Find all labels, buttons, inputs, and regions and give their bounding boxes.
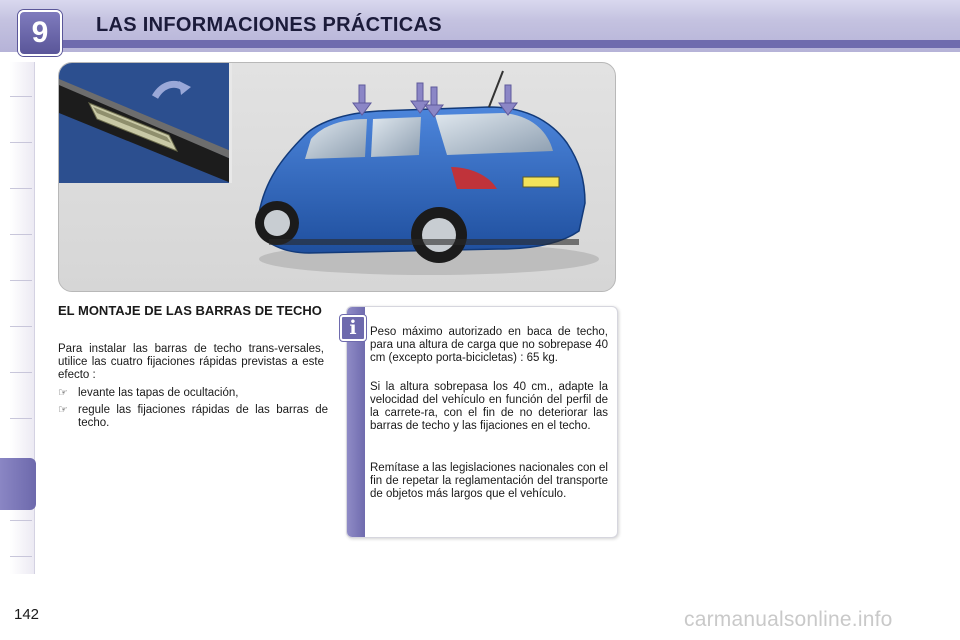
watermark: carmanualsonline.info (684, 608, 893, 631)
active-chapter-tab[interactable] (0, 458, 36, 510)
tab-divider (10, 142, 32, 143)
header-stripe (54, 40, 960, 48)
tab-divider (10, 372, 32, 373)
tab-divider (10, 188, 32, 189)
tab-divider (10, 556, 32, 557)
info-icon: i (340, 315, 366, 341)
tab-divider (10, 280, 32, 281)
tab-divider (10, 520, 32, 521)
info-box-accent-bar (347, 307, 365, 537)
car-roof-bars-drawing (59, 63, 615, 291)
pointing-hand-icon: ☞ (58, 387, 68, 399)
tab-divider (10, 234, 32, 235)
pointing-hand-icon: ☞ (58, 404, 68, 416)
list-item (58, 404, 328, 430)
tab-divider (10, 326, 32, 327)
page-number: 142 (14, 606, 40, 623)
tab-divider (10, 418, 32, 419)
section-title: EL MONTAJE DE LAS BARRAS DE TECHO (58, 303, 322, 318)
fixing-point-arrow (411, 83, 429, 113)
roof-bars-illustration (58, 62, 616, 292)
section-intro: Para instalar las barras de techo trans-versales, utilice las cuatro fijaciones rápidas previstas a este efecto : (58, 343, 324, 381)
tab-divider (10, 96, 32, 97)
list-item-text: levante las tapas de ocultación, (78, 387, 239, 399)
info-paragraph: Peso máximo autorizado en baca de techo, para una altura de carga que no sobrepase 40 cm (excepto porta-bicicletas) : 65 kg. (370, 326, 608, 364)
list-item (58, 387, 328, 400)
chapter-title: LAS INFORMACIONES PRÁCTICAS (96, 14, 442, 36)
fixing-point-arrow (353, 85, 371, 115)
roof-fixing-detail-inset (59, 63, 232, 183)
chapter-number-badge: 9 (18, 10, 62, 56)
list-item-text: regule las fijaciones rápidas de las barras de techo. (78, 404, 328, 429)
info-paragraph: Si la altura sobrepasa los 40 cm., adapte la velocidad del vehículo en función del perfil de la carrete-ra, con el fin de no deteriorar las barras de techo y las fijaciones en el techo. (370, 381, 608, 432)
info-paragraph: Remítase a las legislaciones nacionales con el fin de repetar la reglamentación del transporte de objetos más largos que el vehículo. (370, 462, 608, 500)
